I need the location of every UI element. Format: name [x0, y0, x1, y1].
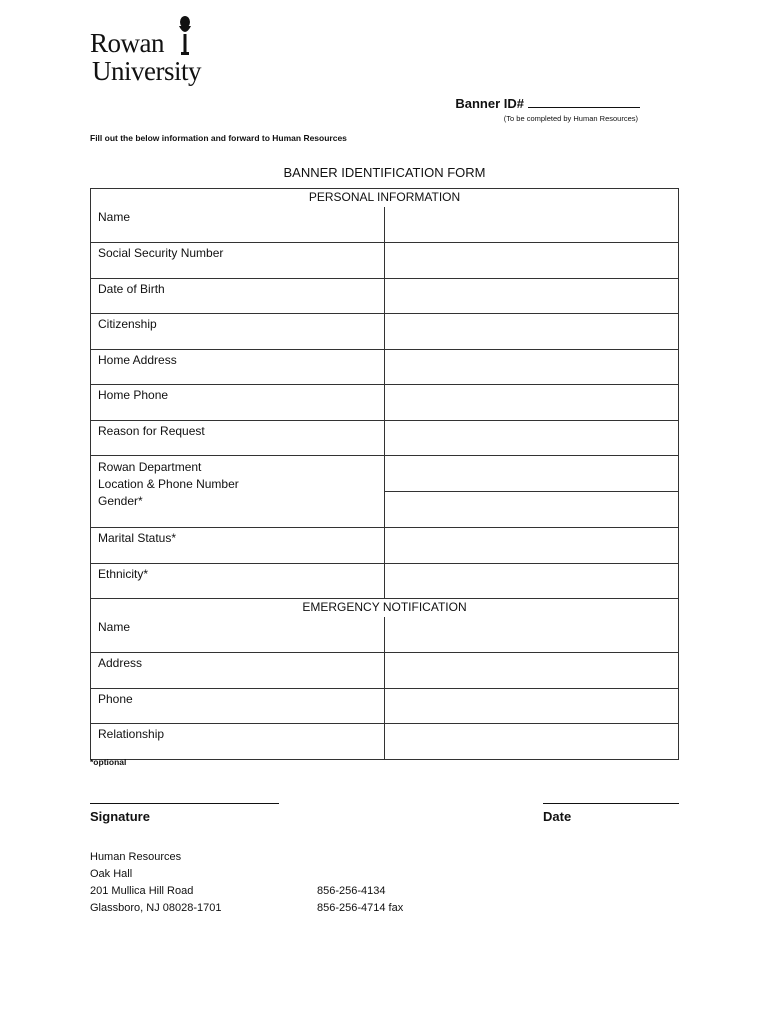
field-input-dob[interactable]: [385, 278, 679, 314]
emergency-label-relationship: Relationship: [91, 724, 385, 760]
instructions: Fill out the below information and forward to Human Resources: [90, 133, 347, 143]
field-label-ssn: Social Security Number: [91, 243, 385, 279]
field-label-marital: Marital Status*: [91, 528, 385, 564]
emergency-label-address: Address: [91, 653, 385, 689]
form-title: BANNER IDENTIFICATION FORM: [283, 165, 486, 180]
emergency-input-relationship[interactable]: [385, 724, 679, 760]
hr-fax: 856-256-4714 fax: [317, 902, 404, 914]
torch-icon: [174, 16, 196, 56]
section-heading-emergency: EMERGENCY NOTIFICATION: [91, 599, 679, 617]
banner-id-label: Banner ID#: [455, 96, 524, 111]
signature-line[interactable]: [90, 803, 279, 804]
field-input-ethnicity[interactable]: [385, 563, 679, 599]
date-label: Date: [543, 809, 572, 824]
field-input-department-cell[interactable]: [385, 456, 678, 492]
field-label-home-address: Home Address: [91, 349, 385, 385]
field-label-department-line1: Rowan Department: [98, 460, 202, 474]
emergency-input-address[interactable]: [385, 653, 679, 689]
field-input-marital[interactable]: [385, 528, 679, 564]
logo-word-university: University: [92, 56, 201, 86]
field-label-department-line2: Location & Phone Number: [98, 477, 239, 491]
field-input-department[interactable]: [385, 456, 679, 528]
emergency-label-name: Name: [91, 617, 385, 653]
logo-word-rowan: Rowan: [90, 28, 164, 58]
section-heading-personal: PERSONAL INFORMATION: [91, 189, 679, 207]
banner-id-blank[interactable]: [528, 95, 640, 108]
field-label-gender: Gender*: [98, 494, 143, 508]
field-label-dob: Date of Birth: [91, 278, 385, 314]
rowan-university-logo: [90, 16, 225, 88]
address-line-3: 201 Mullica Hill Road: [90, 885, 194, 897]
field-input-home-phone[interactable]: [385, 385, 679, 421]
field-input-citizenship[interactable]: [385, 314, 679, 350]
field-input-home-address[interactable]: [385, 349, 679, 385]
banner-id-field: [455, 95, 640, 111]
field-label-ethnicity: Ethnicity*: [91, 563, 385, 599]
address-line-4: Glassboro, NJ 08028-1701: [90, 902, 222, 914]
address-line-2: Oak Hall: [90, 868, 133, 880]
banner-form-table: [90, 188, 679, 760]
field-label-name: Name: [91, 207, 385, 243]
field-label-home-phone: Home Phone: [91, 385, 385, 421]
field-label-citizenship: Citizenship: [91, 314, 385, 350]
field-label-reason: Reason for Request: [91, 420, 385, 456]
optional-note: *optional: [90, 757, 127, 767]
hr-phone-block: [317, 883, 403, 917]
hr-address-block: [90, 849, 221, 917]
hr-phone: 856-256-4134: [317, 885, 386, 897]
date-line[interactable]: [543, 803, 679, 804]
field-input-name[interactable]: [385, 207, 679, 243]
emergency-input-phone[interactable]: [385, 688, 679, 724]
emergency-input-name[interactable]: [385, 617, 679, 653]
field-label-department: [91, 456, 385, 528]
address-line-1: Human Resources: [90, 851, 182, 863]
banner-id-note: (To be completed by Human Resources): [503, 114, 638, 123]
field-input-reason[interactable]: [385, 420, 679, 456]
signature-label: Signature: [90, 809, 150, 824]
field-input-gender[interactable]: [385, 492, 678, 527]
field-input-ssn[interactable]: [385, 243, 679, 279]
emergency-label-phone: Phone: [91, 688, 385, 724]
